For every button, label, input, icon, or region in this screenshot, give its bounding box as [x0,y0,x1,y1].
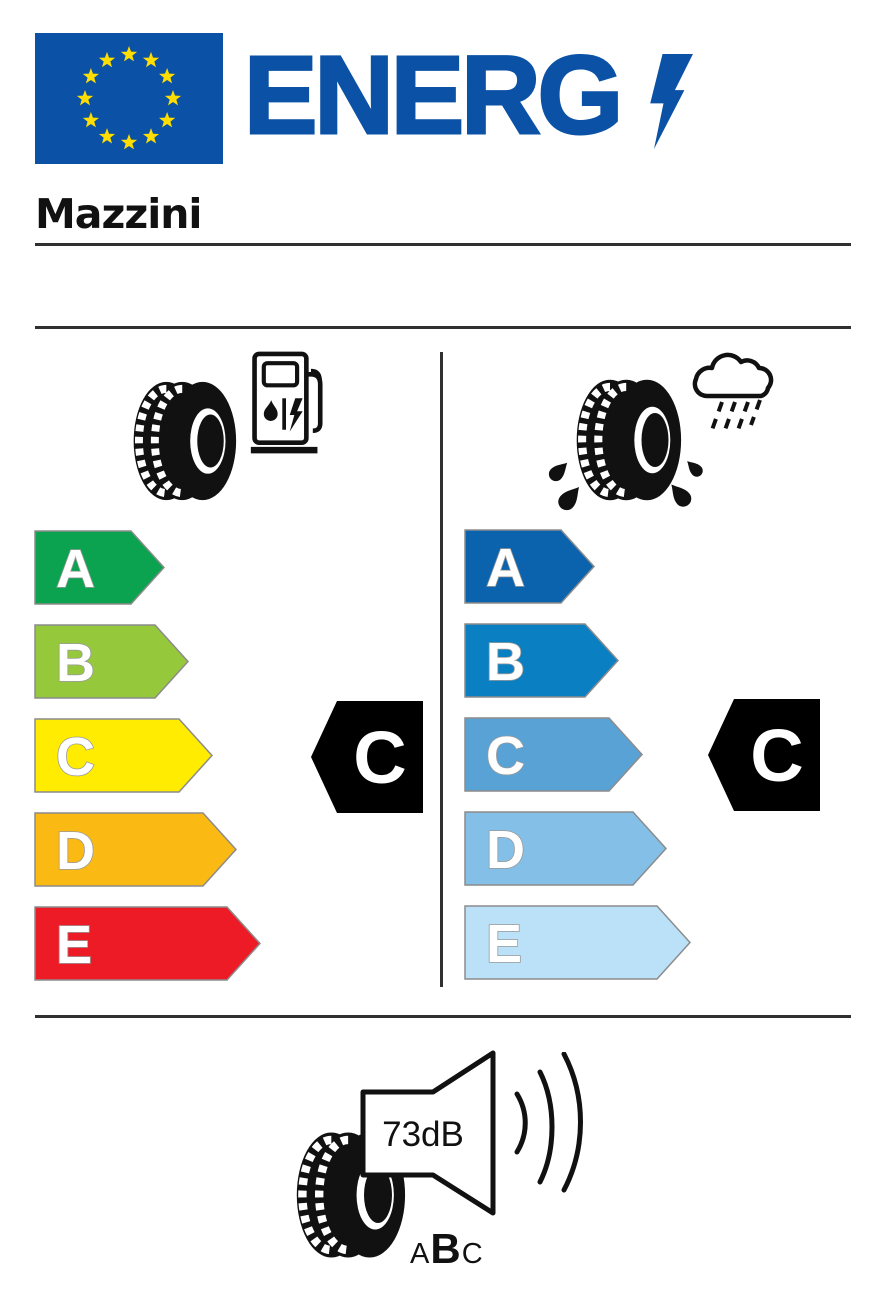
wet-grade-a-label: A [486,538,525,598]
fuel-grade-a-arrow [35,531,164,604]
energ-logo-text: ENERG [244,34,621,157]
noise-decibel-value: 73dB [382,1115,464,1154]
brand-name: Mazzini [35,190,202,238]
lightning-bolt-icon [648,54,698,149]
wet-grade-a-arrow [465,530,594,603]
column-divider [440,352,443,987]
tire-icon [131,375,237,507]
fuel-grade-b-label: B [56,633,95,693]
rain-cloud-icon [682,348,782,440]
noise-class-scale [410,1225,484,1273]
wet-grip-scale [464,529,728,983]
wet-grade-b-label: B [486,632,525,692]
fuel-rating-indicator [310,700,424,814]
top-section-rule [35,326,851,329]
wet-grip-rating-value: C [750,714,804,797]
noise-section-rule [35,1015,851,1018]
fuel-efficiency-scale [34,530,298,984]
fuel-grade-d-label: D [56,821,95,881]
fuel-grade-e-label: E [56,915,93,975]
brand-divider-rule [35,243,851,246]
fuel-pump-icon [249,350,323,454]
noise-class-c: C [461,1238,484,1270]
fuel-rating-value: C [353,716,407,799]
fuel-grade-c-label: C [56,727,95,787]
wet-grip-rating-indicator [707,698,821,812]
wet-grade-d-label: D [486,820,525,880]
wet-grade-c-label: C [486,726,525,786]
wet-grade-e-label: E [486,914,523,974]
splash-icon [538,455,713,517]
noise-class-a: A [410,1238,431,1270]
eu-flag-icon [35,33,223,164]
fuel-grade-a-label: A [56,539,95,599]
noise-class-b-selected: B [430,1225,462,1272]
sound-waves-icon [512,1052,592,1194]
